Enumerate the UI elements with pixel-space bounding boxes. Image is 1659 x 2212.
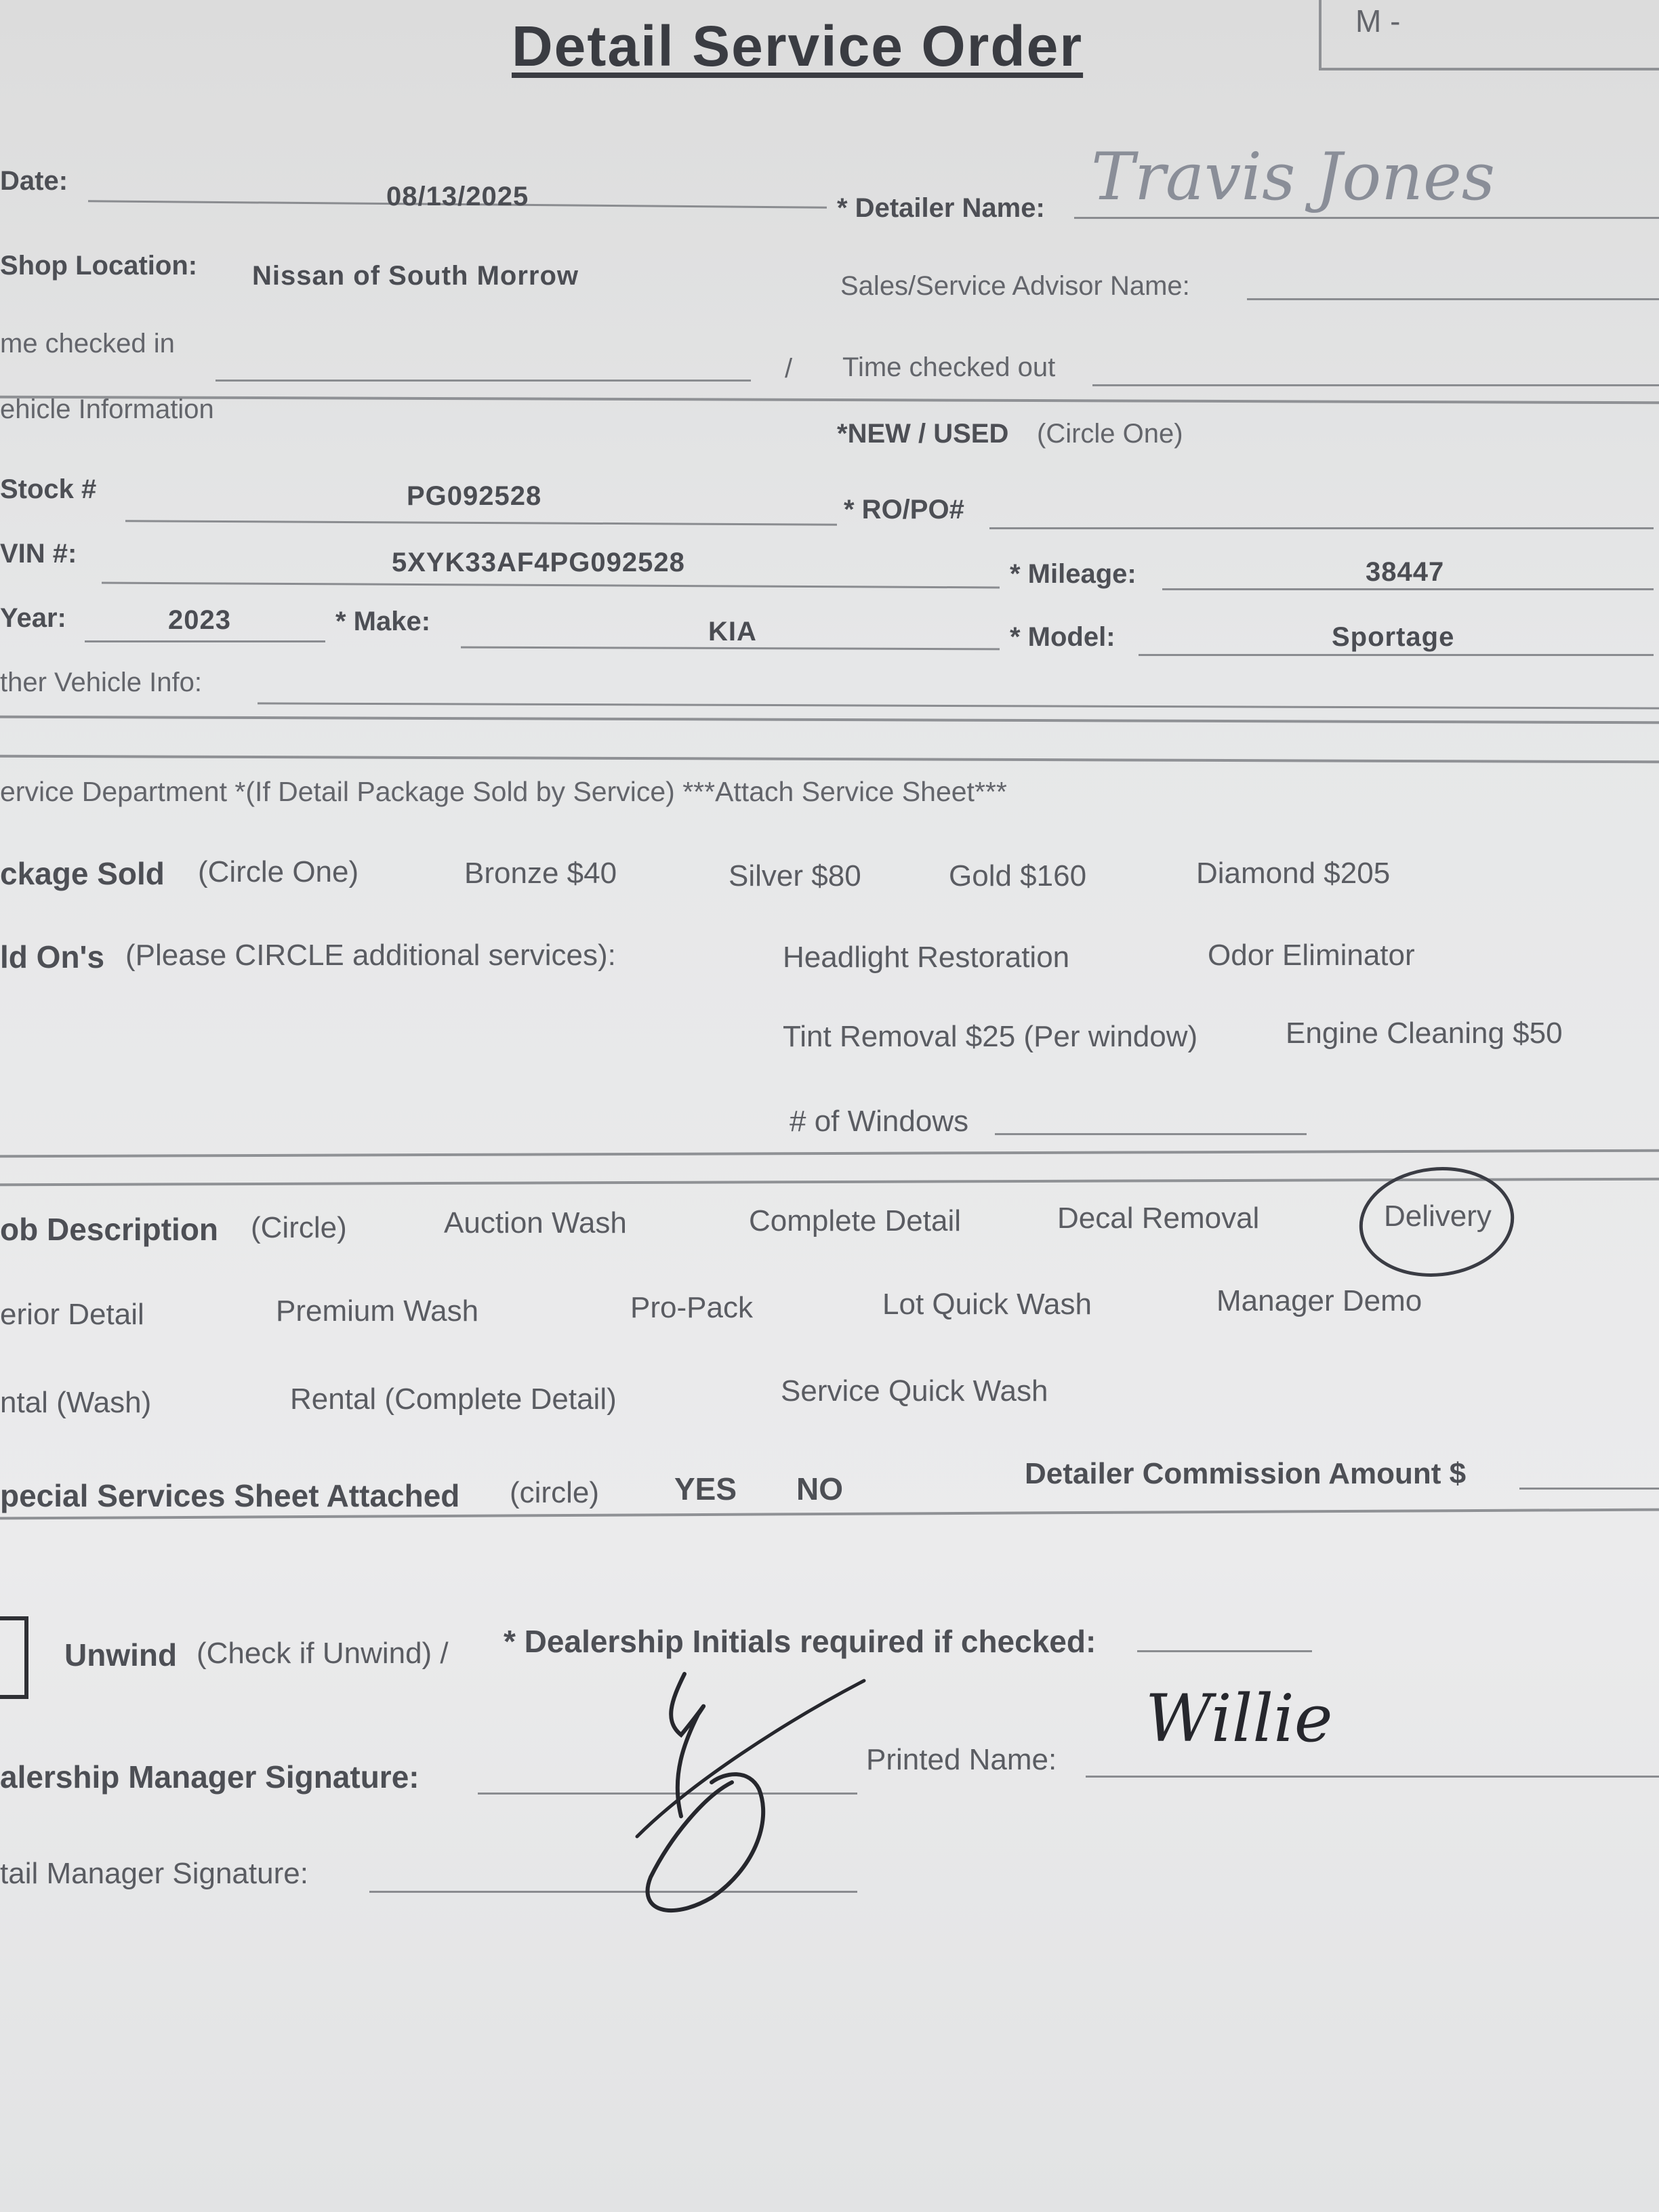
job-pro-pack: Pro-Pack	[630, 1291, 753, 1324]
job-auction-wash: Auction Wash	[444, 1206, 627, 1240]
mileage-label: * Mileage:	[1010, 559, 1136, 589]
stock-line	[125, 520, 837, 525]
unwind-checkbox[interactable]	[0, 1616, 28, 1699]
job-rental-complete-detail: Rental (Complete Detail)	[290, 1382, 617, 1416]
job-service-quick-wash: Service Quick Wash	[781, 1374, 1048, 1408]
commission-line	[1519, 1488, 1659, 1490]
time-checked-out-label: Time checked out	[842, 352, 1056, 382]
make-value: KIA	[708, 617, 757, 647]
model-value: Sportage	[1332, 622, 1455, 652]
time-checked-in-label: me checked in	[0, 329, 175, 359]
detailer-name-line	[1074, 217, 1659, 219]
dealership-manager-signature-mark	[596, 1660, 895, 1945]
package-gold: Gold $160	[949, 859, 1087, 893]
shop-location-label: Shop Location:	[0, 251, 198, 281]
other-vehicle-info-label: ther Vehicle Info:	[0, 668, 202, 697]
package-sold-hint: (Circle One)	[198, 855, 359, 888]
addon-tint-removal: Tint Removal $25 (Per window)	[783, 1020, 1198, 1053]
job-premium-wash: Premium Wash	[276, 1294, 479, 1328]
unwind-hint: (Check if Unwind) /	[197, 1637, 449, 1670]
model-line	[1139, 654, 1654, 656]
delivery-circle-mark	[1352, 1162, 1528, 1291]
date-value: 08/13/2025	[386, 182, 529, 211]
job-description-label: ob Description	[0, 1212, 219, 1247]
addon-engine-cleaning: Engine Cleaning $50	[1286, 1017, 1563, 1050]
shop-location-value: Nissan of South Morrow	[252, 261, 579, 291]
detail-manager-signature-label: tail Manager Signature:	[0, 1857, 308, 1890]
section-divider-3	[0, 755, 1659, 764]
job-description-hint: (Circle)	[251, 1211, 347, 1244]
new-used-hint: (Circle One)	[1037, 419, 1183, 449]
year-value: 2023	[168, 605, 231, 635]
ro-po-label: * RO/PO#	[844, 495, 964, 525]
addon-odor-eliminator: Odor Eliminator	[1208, 939, 1415, 972]
dealership-initials-line	[1137, 1650, 1312, 1652]
package-silver: Silver $80	[729, 859, 861, 893]
section-divider-4	[0, 1149, 1659, 1158]
special-services-hint: (circle)	[510, 1476, 599, 1509]
new-used-label: *NEW / USED	[837, 419, 1009, 449]
year-label: Year:	[0, 603, 66, 633]
dealership-initials-label: * Dealership Initials required if checked:	[504, 1624, 1097, 1659]
date-label: Date:	[0, 166, 68, 196]
vin-value: 5XYK33AF4PG092528	[392, 548, 685, 577]
printed-name-line	[1086, 1776, 1659, 1778]
time-slash: /	[785, 354, 793, 384]
advisor-name-label: Sales/Service Advisor Name:	[840, 271, 1190, 301]
package-diamond: Diamond $205	[1196, 857, 1391, 890]
job-decal-removal: Decal Removal	[1057, 1202, 1260, 1235]
vehicle-information-label: ehicle Information	[0, 394, 214, 424]
make-label: * Make:	[335, 607, 431, 636]
vin-label: VIN #:	[0, 539, 77, 569]
service-department-text: ervice Department *(If Detail Package Sold by Service) ***Attach Service Sheet***	[0, 776, 1007, 807]
mileage-value: 38447	[1366, 557, 1445, 587]
detailer-name-handwriting: Travis Jones	[1091, 139, 1496, 215]
time-checked-out-line	[1092, 384, 1659, 386]
job-rental-wash: ntal (Wash)	[0, 1386, 152, 1419]
stock-label: Stock #	[0, 474, 97, 504]
job-delivery: Delivery	[1384, 1200, 1492, 1233]
unwind-label: Unwind	[64, 1637, 178, 1673]
vin-line	[102, 582, 1000, 589]
special-services-yes: YES	[674, 1471, 737, 1507]
ro-po-line	[989, 527, 1654, 529]
job-interior-detail: erior Detail	[0, 1298, 144, 1331]
stock-value: PG092528	[407, 481, 542, 511]
package-bronze: Bronze $40	[464, 857, 617, 890]
job-manager-demo: Manager Demo	[1216, 1284, 1422, 1317]
year-line	[85, 640, 325, 642]
corner-box-label: M -	[1355, 3, 1401, 39]
mileage-line	[1162, 588, 1654, 590]
addon-headlight-restoration: Headlight Restoration	[783, 941, 1070, 974]
detailer-name-label: * Detailer Name:	[837, 193, 1045, 223]
package-sold-label: ckage Sold	[0, 856, 165, 891]
printed-name-label: Printed Name:	[866, 1743, 1057, 1776]
time-checked-in-line	[216, 380, 751, 382]
commission-label: Detailer Commission Amount $	[1025, 1457, 1467, 1490]
dealership-manager-signature-label: alership Manager Signature:	[0, 1759, 419, 1795]
special-services-no: NO	[796, 1471, 843, 1507]
add-ons-label: ld On's	[0, 939, 105, 975]
corner-box	[1319, 0, 1659, 70]
job-complete-detail: Complete Detail	[749, 1204, 962, 1237]
windows-count-line	[995, 1133, 1307, 1135]
add-ons-hint: (Please CIRCLE additional services):	[125, 939, 616, 972]
section-divider-1	[0, 396, 1659, 405]
section-divider-2	[0, 716, 1659, 724]
advisor-name-line	[1247, 298, 1659, 300]
windows-count-label: # of Windows	[790, 1105, 969, 1138]
other-vehicle-info-line	[258, 702, 1659, 709]
page-title: Detail Service Order	[512, 14, 1084, 78]
model-label: * Model:	[1010, 622, 1115, 652]
special-services-label: pecial Services Sheet Attached	[0, 1478, 460, 1513]
job-lot-quick-wash: Lot Quick Wash	[882, 1288, 1092, 1321]
printed-name-handwriting: Willie	[1145, 1681, 1333, 1757]
